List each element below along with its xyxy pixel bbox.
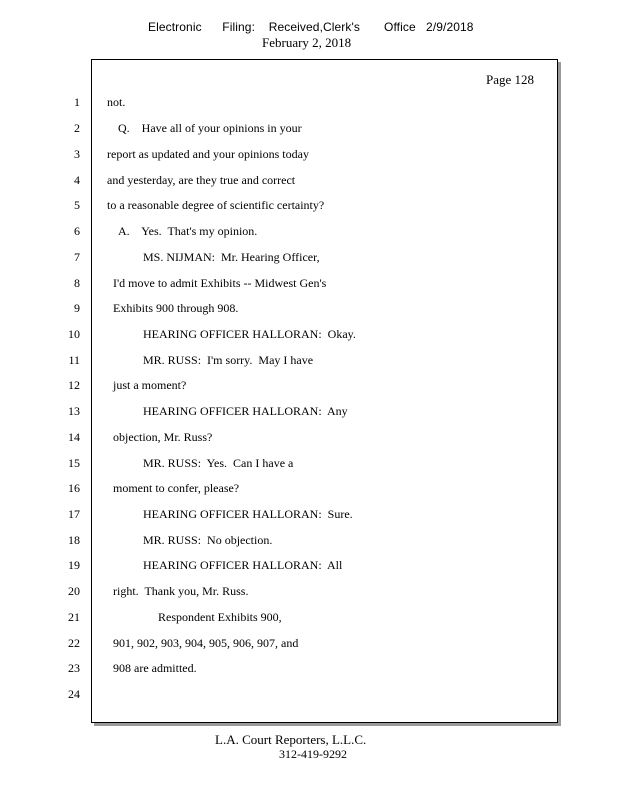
transcript-line: report as updated and your opinions today xyxy=(107,147,309,161)
line-number: 4 xyxy=(74,173,80,187)
footer-phone: 312-419-9292 xyxy=(279,747,347,761)
line-number: 15 xyxy=(68,456,80,470)
transcript-line: and yesterday, are they true and correct xyxy=(107,173,296,187)
line-number: 6 xyxy=(74,224,80,238)
line-number: 23 xyxy=(68,661,80,675)
transcript-line: just a moment? xyxy=(113,378,187,392)
line-number: 8 xyxy=(74,276,80,290)
line-number: 14 xyxy=(68,430,80,444)
transcript-line: HEARING OFFICER HALLORAN: Any xyxy=(143,404,348,418)
footer-company: L.A. Court Reporters, L.L.C. xyxy=(215,732,367,747)
transcript-line: A. Yes. That's my opinion. xyxy=(118,224,258,238)
transcript-line: objection, Mr. Russ? xyxy=(113,430,213,444)
page-number: Page 128 xyxy=(486,72,535,87)
transcript-line: moment to confer, please? xyxy=(113,481,240,495)
line-number: 17 xyxy=(68,507,80,521)
transcript-line: not. xyxy=(107,95,126,109)
transcript-line: right. Thank you, Mr. Russ. xyxy=(113,584,249,598)
line-number: 24 xyxy=(68,687,80,701)
transcript-line: MS. NIJMAN: Mr. Hearing Officer, xyxy=(143,250,320,264)
transcript-line: to a reasonable degree of scientific certainty? xyxy=(107,198,325,212)
transcript-line: I'd move to admit Exhibits -- Midwest Gen's xyxy=(113,276,327,290)
transcript-line: Exhibits 900 through 908. xyxy=(113,301,239,315)
transcript-line: Q. Have all of your opinions in your xyxy=(118,121,302,135)
transcript-line: HEARING OFFICER HALLORAN: Okay. xyxy=(143,327,356,341)
transcript-line: MR. RUSS: Yes. Can I have a xyxy=(143,456,294,470)
line-number: 21 xyxy=(68,610,80,624)
line-number: 18 xyxy=(68,533,80,547)
transcript-line: MR. RUSS: No objection. xyxy=(143,533,273,547)
line-number: 10 xyxy=(68,327,80,341)
line-number: 20 xyxy=(68,584,80,598)
line-number: 7 xyxy=(74,250,80,264)
filing-date: February 2, 2018 xyxy=(262,35,352,50)
line-number: 19 xyxy=(68,558,80,572)
line-number: 1 xyxy=(74,95,80,109)
transcript-line: 908 are admitted. xyxy=(113,661,197,675)
transcript-line: HEARING OFFICER HALLORAN: Sure. xyxy=(143,507,353,521)
line-number: 5 xyxy=(74,198,80,212)
line-number: 13 xyxy=(68,404,80,418)
line-number: 16 xyxy=(68,481,80,495)
line-number: 2 xyxy=(74,121,80,135)
transcript-line: HEARING OFFICER HALLORAN: All xyxy=(143,558,343,572)
transcript-line: Respondent Exhibits 900, xyxy=(158,610,282,624)
filing-stamp: Electronic Filing: Received,Clerk's Office 2/9/2018 xyxy=(148,20,474,34)
line-number: 22 xyxy=(68,636,80,650)
transcript-line: MR. RUSS: I'm sorry. May I have xyxy=(143,353,314,367)
transcript-line: 901, 902, 903, 904, 905, 906, 907, and xyxy=(113,636,299,650)
line-number: 11 xyxy=(68,353,80,367)
line-number: 3 xyxy=(74,147,80,161)
line-number: 9 xyxy=(74,301,80,315)
line-number: 12 xyxy=(68,378,80,392)
